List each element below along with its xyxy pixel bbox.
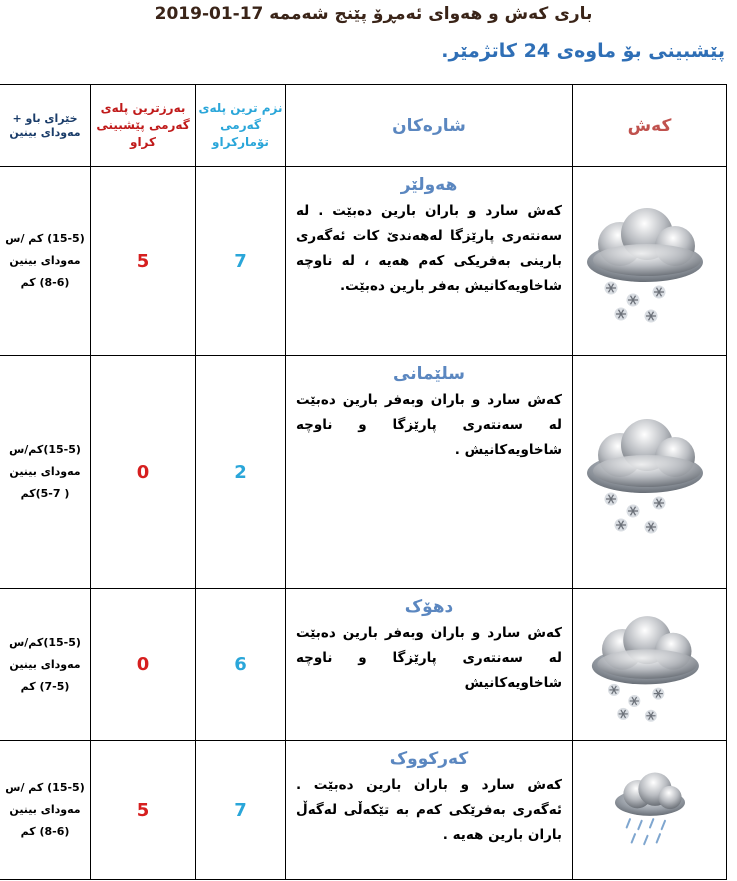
city-forecast-text: کەش سارد و باران وبەفر بارین دەبێت لە سەنتەری پارێزگا و ناوچە شاخاویەکانیش bbox=[296, 625, 562, 691]
wind-cell bbox=[0, 167, 91, 356]
city-cell bbox=[286, 741, 573, 880]
weather-icon-cell bbox=[573, 589, 727, 741]
city-name: سلێمانی bbox=[393, 364, 465, 384]
city-cell bbox=[286, 589, 573, 741]
city-forecast-text: کەش سارد و باران بارین دەبێت . ئەگەری بەفرێکی کەم بە تێکەڵی لەگەڵ باران بارین هەیە . bbox=[296, 777, 562, 843]
snow-cloud-icon bbox=[590, 605, 710, 725]
title-text: باری کەش و هەوای ئەمڕۆ پێنج شەممە bbox=[269, 4, 593, 24]
header-cities: شارەکان bbox=[286, 85, 573, 167]
rain-cloud-icon bbox=[600, 760, 700, 860]
wind-speed: (15-5)کم/س bbox=[9, 635, 81, 649]
min-temp: 2 bbox=[196, 356, 286, 589]
weather-icon-cell bbox=[573, 741, 727, 880]
wind-cell bbox=[0, 589, 91, 741]
min-temp: 7 bbox=[196, 167, 286, 356]
visibility-range: (8-6) کم bbox=[20, 276, 70, 289]
forecast-table bbox=[0, 84, 727, 880]
weather-icon-cell bbox=[573, 167, 727, 356]
visibility-range: (7-5) کم bbox=[20, 679, 70, 693]
subtitle-hours: 24 bbox=[523, 40, 551, 62]
table-row bbox=[0, 167, 727, 356]
wind-cell bbox=[0, 356, 91, 589]
visibility-label: مەودای بینین bbox=[9, 465, 81, 478]
snow-cloud-icon bbox=[585, 196, 715, 326]
city-cell bbox=[286, 167, 573, 356]
subtitle-prefix: پێشبینی بۆ ماوەی bbox=[556, 40, 725, 62]
visibility-label: مەودای بینین bbox=[9, 254, 81, 267]
visibility-label: مەودای بینین bbox=[9, 657, 81, 671]
forecast-subtitle bbox=[441, 40, 725, 62]
max-temp: 0 bbox=[91, 589, 196, 741]
wind-speed: (15-5) کم /س bbox=[5, 781, 85, 794]
snow-cloud-icon bbox=[585, 407, 715, 537]
visibility-label: مەودای بینین bbox=[9, 803, 81, 816]
city-name: دهۆک bbox=[404, 597, 454, 617]
subtitle-suffix: کاتژمێر. bbox=[441, 40, 517, 62]
max-temp: 5 bbox=[91, 167, 196, 356]
city-forecast-text: کەش سارد و باران بارین دەبێت . لە سەنتەری پارێزگا لەهەندێ کات ئەگەری بارینی بەفریکی کەم هەیە ، لە ناوچە شاخاویەکانیش بەفر بارین دەبێت. bbox=[296, 203, 562, 294]
city-cell bbox=[286, 356, 573, 589]
table-row bbox=[0, 741, 727, 880]
header-weather: کەش bbox=[573, 85, 727, 167]
table-row bbox=[0, 356, 727, 589]
wind-cell bbox=[0, 741, 91, 880]
max-temp: 5 bbox=[91, 741, 196, 880]
city-name: هەولێر bbox=[400, 175, 458, 195]
header-row bbox=[0, 85, 727, 167]
wind-speed: (15-5) کم /س bbox=[5, 232, 85, 245]
header-max-temp: بەرزترین پلەی گەرمی پێشبینی کراو bbox=[91, 85, 196, 167]
city-forecast-text: کەش سارد و باران وبەفر بارین دەبێت لە سەنتەری پارێزگا و ناوچە شاخاویەکانیش . bbox=[296, 392, 562, 458]
title-date: 2019-01-17 bbox=[154, 4, 264, 24]
wind-speed: (15-5)کم/س bbox=[9, 443, 81, 456]
min-temp: 6 bbox=[196, 589, 286, 741]
max-temp: 0 bbox=[91, 356, 196, 589]
table-row bbox=[0, 589, 727, 741]
min-temp: 7 bbox=[196, 741, 286, 880]
header-wind: خێرای باو + مەودای بینین bbox=[0, 85, 91, 167]
header-min-temp: نزم ترین پلەی گەرمی تۆمارکراو bbox=[196, 85, 286, 167]
weather-icon-cell bbox=[573, 356, 727, 589]
visibility-range: ( 5-7)کم bbox=[20, 487, 70, 500]
city-name: کەرکووک bbox=[389, 749, 469, 769]
visibility-range: (8-6) کم bbox=[20, 825, 70, 838]
page-title bbox=[0, 4, 737, 24]
